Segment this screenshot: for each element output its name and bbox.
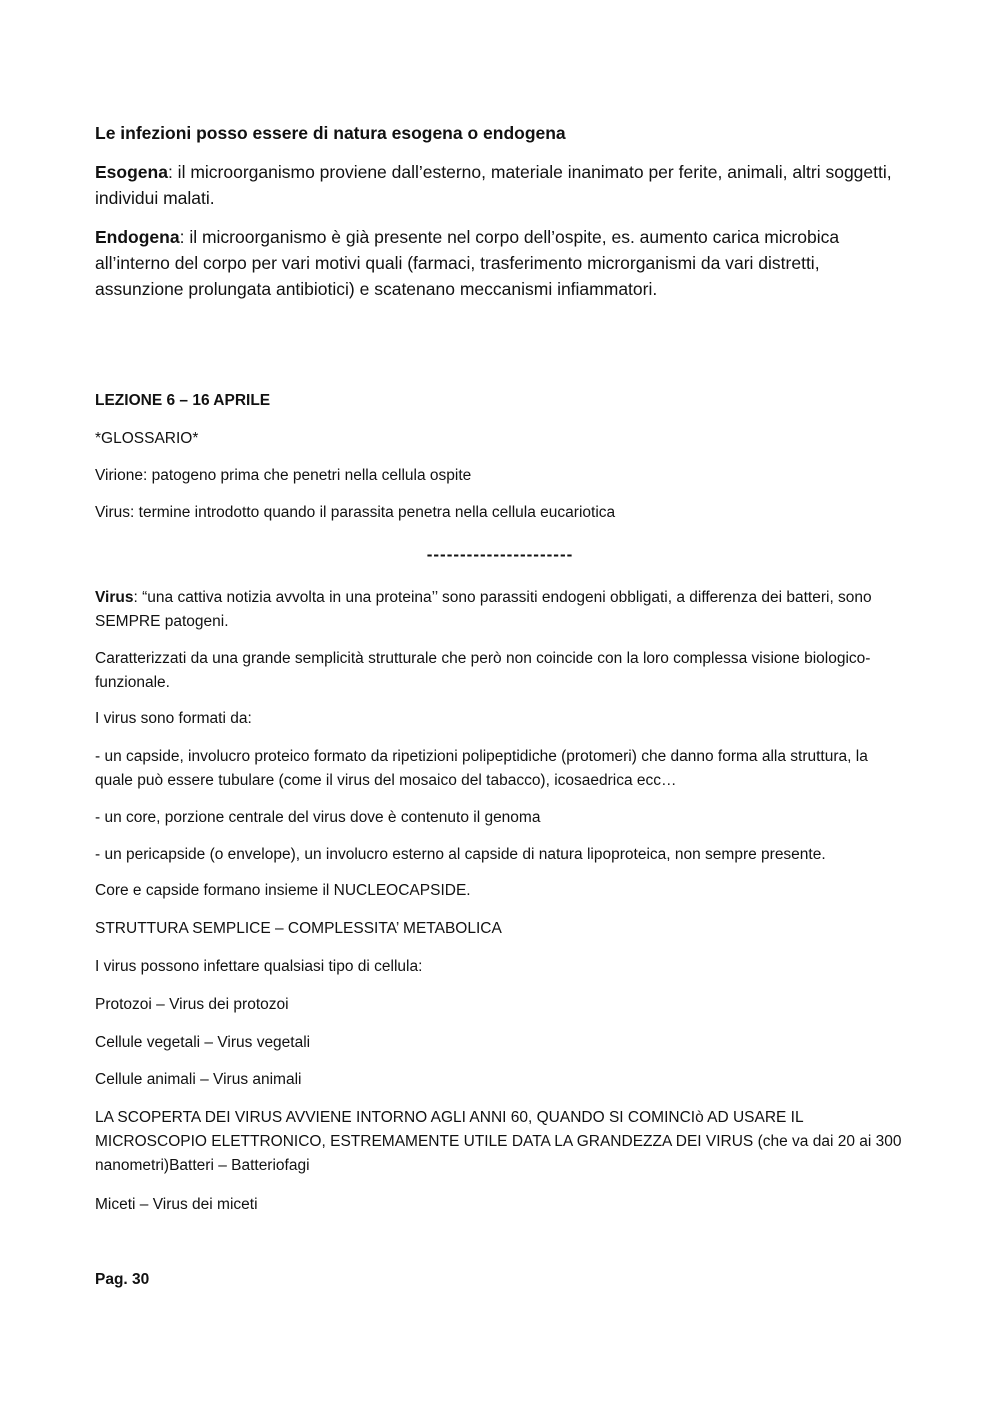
formati-paragraph: I virus sono formati da: (95, 710, 252, 727)
endogena-term: Endogena (95, 227, 180, 247)
page-number: Pag. 30 (95, 1271, 150, 1288)
section-separator: ---------------------- (426, 545, 574, 564)
vegetali-line: Cellule vegetali – Virus vegetali (95, 1034, 311, 1051)
glossary-title: *GLOSSARIO* (95, 430, 199, 447)
section-heading: Le infezioni posso essere di natura esogena o endogena (95, 123, 566, 143)
glossary-virus: Virus: termine introdotto quando il parassita penetra nella cellula eucariotica (95, 504, 616, 521)
virus-text: : “una cattiva notizia avvolta in una proteina’’ sono parassiti endogeni obbligati, a differenza dei batteri, sono SEMPRE patogeni. (95, 589, 872, 630)
endogena-paragraph (95, 224, 905, 302)
virus-paragraph (95, 586, 905, 634)
endogena-text: : il microorganismo è già presente nel corpo dell’ospite, es. aumento carica microbica all’interno del corpo per vari motivi quali (farmaci, trasferimento microrganismi da vari distretti, assunzione prolungata antibiotici) e scatenano meccanismi infiammatori. (95, 227, 840, 299)
animali-line: Cellule animali – Virus animali (95, 1071, 302, 1088)
miceti-line: Miceti – Virus dei miceti (95, 1196, 258, 1213)
virus-term: Virus (95, 589, 134, 606)
nucleocapside-paragraph: Core e capside formano insieme il NUCLEOCAPSIDE. (95, 882, 471, 899)
lesson-title: LEZIONE 6 – 16 APRILE (95, 392, 271, 409)
glossary-virione: Virione: patogeno prima che penetri nella cellula ospite (95, 467, 472, 484)
protozoi-line: Protozoi – Virus dei protozoi (95, 996, 289, 1013)
esogena-paragraph (95, 159, 905, 211)
pericapside-item: - un pericapside (o envelope), un involucro esterno al capside di natura lipoproteica, non sempre presente. (95, 846, 826, 863)
capside-item: - un capside, involucro proteico formato da ripetizioni polipeptidiche (protomeri) che danno forma alla struttura, la quale può essere tubulare (come il virus del mosaico del tabacco), icosaedrica ecc… (95, 748, 868, 789)
core-item: - un core, porzione centrale del virus dove è contenuto il genoma (95, 809, 541, 826)
esogena-text: : il microorganismo proviene dall’esterno, materiale inanimato per ferite, animali, altri soggetti, individui malati. (95, 162, 892, 208)
esogena-term: Esogena (95, 162, 168, 182)
infettare-paragraph: I virus possono infettare qualsiasi tipo di cellula: (95, 958, 423, 975)
caratterizzati-paragraph: Caratterizzati da una grande semplicità strutturale che però non coincide con la loro complessa visione biologico-funzionale. (95, 650, 871, 691)
scoperta-paragraph: LA SCOPERTA DEI VIRUS AVVIENE INTORNO AGLI ANNI 60, QUANDO SI COMINCIò AD USARE IL MICROSCOPIO ELETTRONICO, ESTREMAMENTE UTILE DATA LA GRANDEZZA DEI VIRUS (che va dai 20 ai 300 nanometri)Batteri – Batteriofagi (95, 1109, 902, 1174)
struttura-paragraph: STRUTTURA SEMPLICE – COMPLESSITA’ METABOLICA (95, 920, 502, 937)
